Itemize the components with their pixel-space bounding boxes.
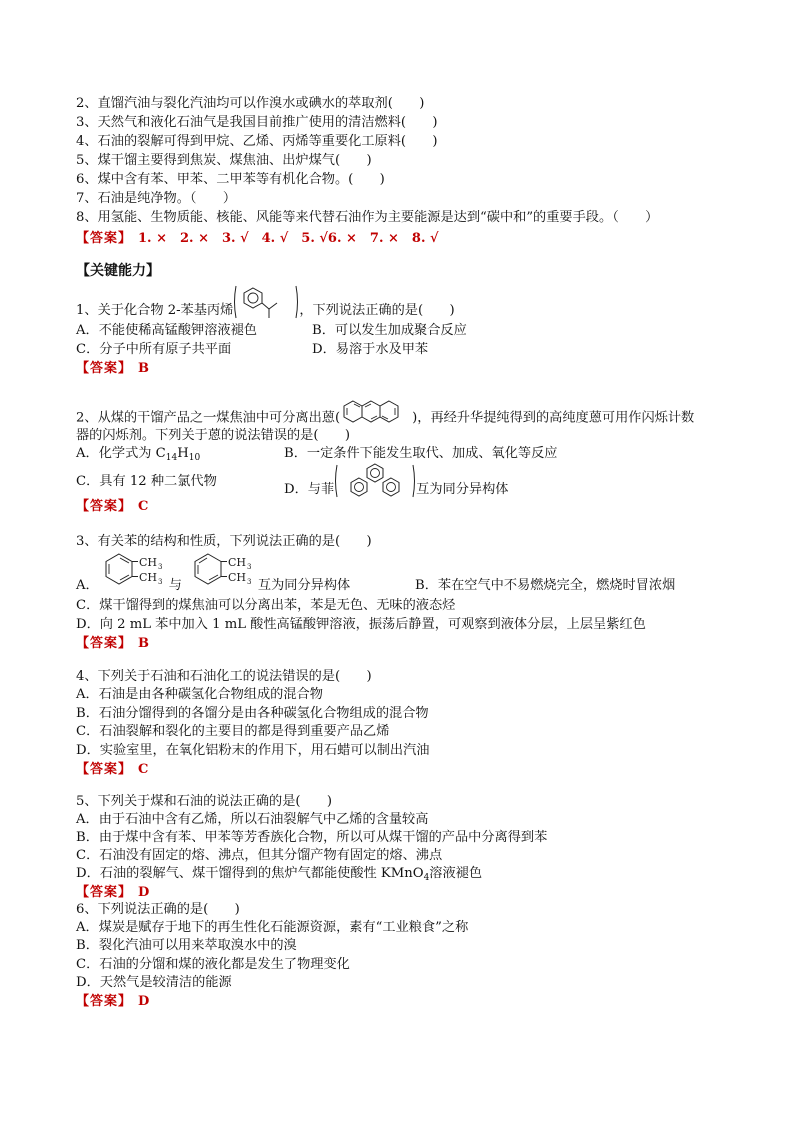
answer-label: 【答案】 (76, 231, 133, 246)
tf-item-3: 3、天然气和液化石油气是我国目前推广使用的清洁燃料( ) (76, 115, 438, 130)
q6-option-c: C．石油的分馏和煤的液化都是发生了物理变化 (76, 957, 350, 972)
svg-text:CH: CH (227, 571, 246, 584)
answer-label: 【答案】 (76, 499, 133, 514)
svg-text:CH: CH (138, 556, 157, 569)
q3-answer-row (76, 634, 149, 653)
answer-label: 【答案】 (76, 361, 133, 376)
svg-text:3: 3 (157, 578, 163, 586)
q1-answer-row (76, 359, 149, 378)
svg-text:CH: CH (138, 571, 157, 584)
q6-stem: 6、下列说法正确的是( ) (76, 902, 240, 917)
q4-answer: C (138, 762, 149, 777)
tf-item-6: 6、煤中含有苯、甲苯、二甲苯等有机化合物。( ) (76, 172, 385, 187)
q4-stem: 4、下列关于石油和石油化工的说法错误的是( ) (76, 669, 372, 684)
q3-option-b: B．苯在空气中不易燃烧完全，燃烧时冒浓烟 (415, 578, 676, 593)
q5-option-a: A．由于石油中含有乙烯，所以石油裂解气中乙烯的含量较高 (76, 812, 429, 827)
q4-option-c: C．石油裂解和裂化的主要目的都是得到重要产品乙烯 (76, 724, 390, 739)
tf-item-5: 5、煤干馏主要得到焦炭、煤焦油、出炉煤气( ) (76, 153, 372, 168)
q6-option-a: A．煤炭是赋存于地下的再生性化石能源资源，素有“工业粮食”之称 (76, 920, 469, 935)
tf-item-7: 7、石油是纯净物。（ ） (76, 191, 237, 206)
q5-option-d: D．石油的裂解气、煤干馏得到的焦炉气都能使酸性 KMnO$_4$溶液褪色 (76, 866, 483, 883)
q2-answer-row (76, 497, 148, 516)
answer-label: 【答案】 (76, 885, 133, 900)
answer-label: 【答案】 (76, 762, 133, 777)
q1-stem (76, 282, 455, 322)
q6-option-d: D．天然气是较清洁的能源 (76, 975, 232, 990)
q2-stem-line2: 器的闪烁剂。下列关于蒽的说法错误的是( ) (76, 428, 351, 443)
molecule-anthracene (340, 398, 412, 438)
q3-stem: 3、有关苯的结构和性质，下列说法正确的是( ) (76, 534, 372, 549)
molecule-phenanthrene (334, 462, 416, 517)
q1-option-a: A．不能使稀高锰酸钾溶液褪色 (76, 323, 257, 338)
q2-option-b: B．一定条件下能发生取代、加成、氧化等反应 (284, 446, 558, 461)
section-title: 【关键能力】 (76, 263, 160, 279)
q4-answer-row (76, 760, 148, 779)
tf-item-8: 8、用氢能、生物质能、核能、风能等来代替石油作为主要能源是达到“碳中和”的重要手段。（ ） (76, 210, 659, 225)
q4-option-a: A．石油是由各种碳氢化合物组成的混合物 (76, 687, 323, 702)
q3-option-c: C．煤干馏得到的煤焦油可以分离出苯，苯是无色、无味的液态烃 (76, 598, 456, 613)
svg-text:3: 3 (246, 563, 252, 571)
q2-option-d: D．与菲 互为同分异构体 (284, 462, 508, 502)
q3-answer: B (138, 636, 150, 651)
q5-answer: D (138, 885, 150, 900)
tf-answer-text: 1. × 2. × 3. √ 4. √ 5. √6. × 7. × 8. √ (138, 231, 439, 246)
q2-option-c: C．具有 12 种二氯代物 (76, 474, 217, 489)
svg-text:CH: CH (227, 556, 246, 569)
svg-text:3: 3 (157, 563, 163, 571)
tf-answer-row (76, 229, 439, 248)
q4-option-b: B．石油分馏得到的各馏分是由各种碳氢化合物组成的混合物 (76, 706, 429, 721)
q2-stem-line1 (76, 398, 694, 428)
q2-stem-part1: 2、从煤的干馏产品之一煤焦油中可分离出蒽( (76, 410, 341, 426)
q1-answer: B (138, 361, 150, 376)
q2-options-cd (76, 462, 217, 502)
q1-option-d: D．易溶于水及甲苯 (312, 342, 429, 357)
q2-option-a: A．化学式为 $C_{14}H_{10}$ (76, 446, 201, 463)
answer-label: 【答案】 (76, 636, 133, 651)
q5-option-b: B．由于煤中含有苯、甲苯等芳香族化合物，所以可从煤干馏的产品中分离得到苯 (76, 830, 548, 845)
q6-answer-row (76, 992, 149, 1011)
answer-label: 【答案】 (76, 994, 133, 1009)
q3-option-d: D．向 2 mL 苯中加入 1 mL 酸性高锰酸钾溶液，振荡后静置，可观察到液体分层，上层呈紫红色 (76, 617, 646, 632)
q3-option-a: A． CH 3 CH 3 与 CH 3 CH 3 互为同分异构体 (76, 551, 350, 593)
q1-stem-part1: 1、关于化合物 2-苯基丙烯 (76, 303, 234, 318)
q2-answer: C (138, 499, 149, 514)
tf-item-2: 2、直馏汽油与裂化汽油均可以作溴水或碘水的萃取剂( ) (76, 96, 425, 111)
svg-text:3: 3 (246, 578, 252, 586)
q1-stem-part2: ，下列说法正确的是( ) (299, 303, 455, 318)
q5-option-c: C．石油没有固定的熔、沸点，但其分馏产物有固定的熔、沸点 (76, 848, 443, 863)
q1-option-b: B．可以发生加成聚合反应 (312, 323, 467, 338)
q6-answer: D (138, 994, 150, 1009)
q4-option-d: D．实验室里，在氧化铝粉末的作用下，用石蜡可以制出汽油 (76, 743, 430, 758)
tf-item-4: 4、石油的裂解可得到甲烷、乙烯、丙烯等重要化工原料( ) (76, 134, 438, 149)
q2-stem-part2: )，再经升华提纯得到的高纯度蒽可用作闪烁计数 (412, 410, 695, 426)
q6-option-b: B．裂化汽油可以用来萃取溴水中的溴 (76, 938, 297, 953)
q5-stem: 5、下列关于煤和石油的说法正确的是( ) (76, 794, 333, 809)
q1-option-c: C．分子中所有原子共平面 (76, 342, 232, 357)
